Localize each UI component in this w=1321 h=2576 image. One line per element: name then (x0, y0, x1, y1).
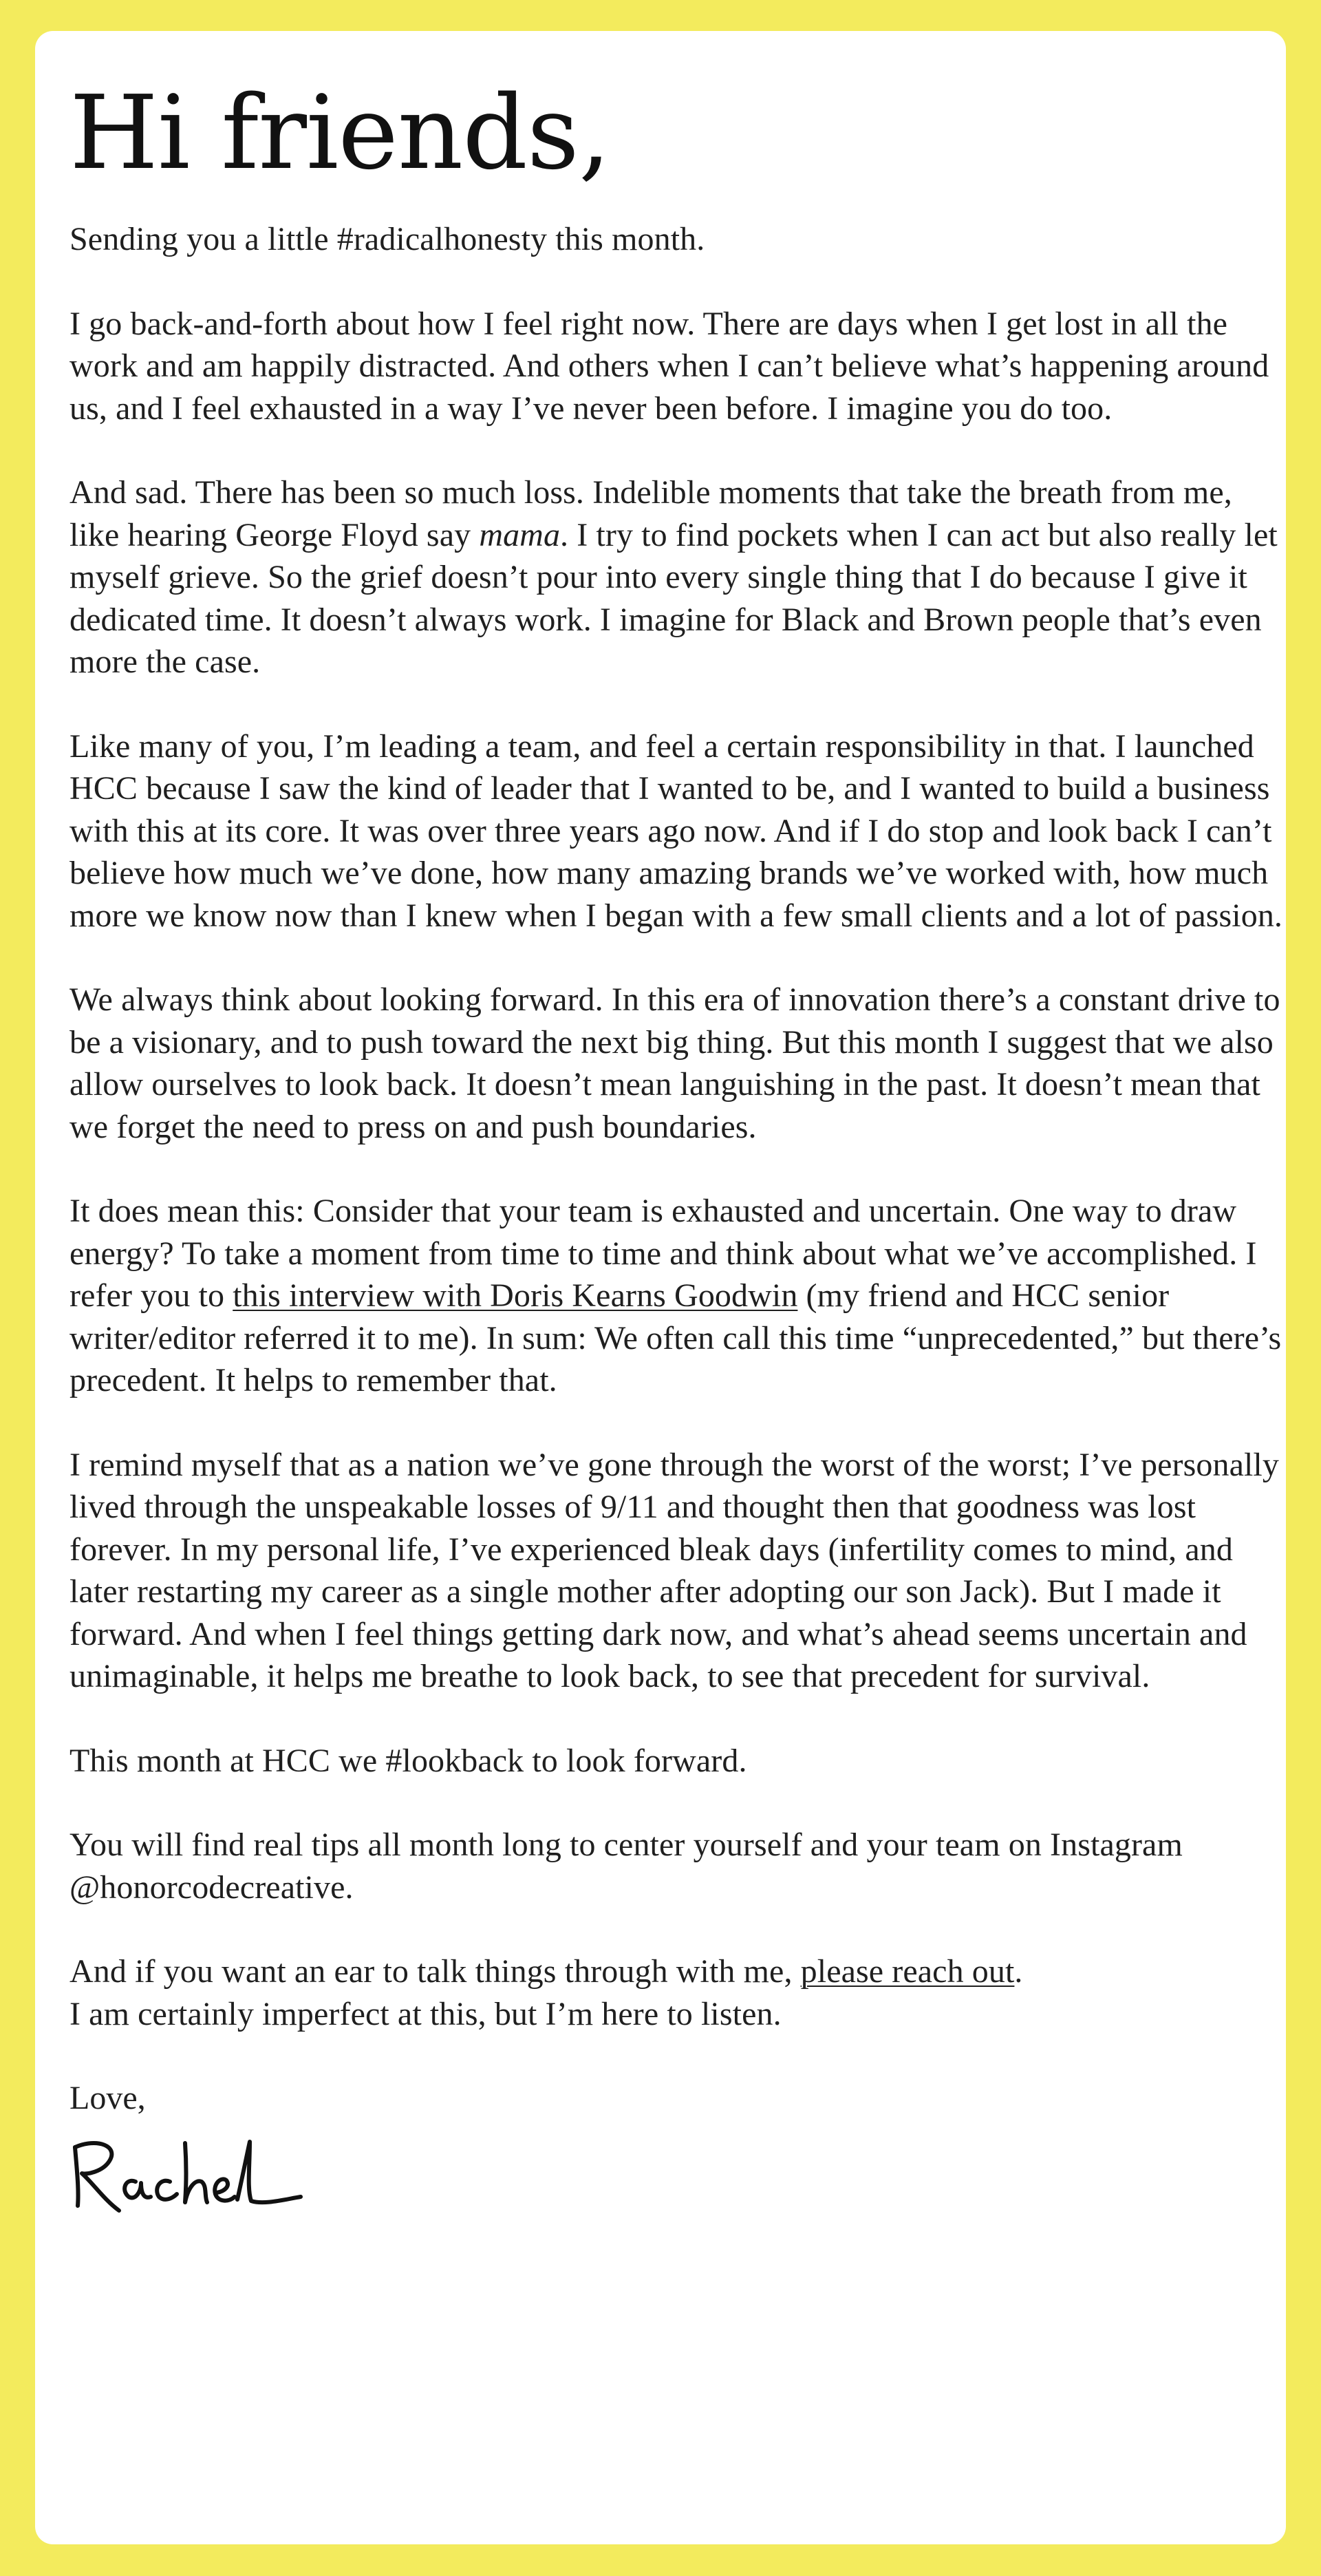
paragraph-precedent (69, 1190, 1287, 1402)
signature-rachel (69, 2133, 303, 2223)
paragraph-leadership: Like many of you, I’m leading a team, and feel a certain responsibility in that. I launched HCC because I saw the kind of leader that I wanted to be, and I wanted to build a business with this at its core. It was over three years ago now. And if I do stop and look back I can’t believe how much we’ve done, how many amazing brands we’ve worked with, how much more we know now than I knew when I began with a few small clients and a lot of passion. (69, 727, 1283, 934)
greeting-heading: Hi friends, (69, 74, 610, 192)
paragraph-feelings: I go back-and-forth about how I feel right now. There are days when I get lost in all the work and am happily distracted. And others when I can’t believe what’s happening around us, and I feel exhausted in a way I’ve never been before. I imagine you do too. (69, 305, 1269, 427)
mama-emphasis: mama (479, 516, 561, 553)
paragraph-lookback: This month at HCC we #lookback to look forward. (69, 1742, 747, 1779)
paragraph-loss (69, 471, 1287, 683)
paragraph-loss-text-start: And sad. There has been so much loss. Indelible moments that take the breath from me, like hearing George Floyd say (69, 474, 1232, 553)
paragraph-intro: Sending you a little #radicalhonesty this month. (69, 221, 705, 257)
letter-content (69, 71, 1287, 2223)
paragraph-precedent-text-start: It does mean this: Consider that your team is exhausted and uncertain. One way to draw energy? To take a moment from time to time and think about what we’ve accomplished. I refer you to (69, 1193, 1257, 1314)
paragraph-precedent-text-end: (my friend and HCC senior writer/editor referred it to me). In sum: We often call this time “unprecedented,” but there’s precedent. It helps to remember that. (69, 1277, 1282, 1398)
letter-body (69, 218, 1287, 2223)
paragraph-loss-text-end: . I try to find pockets when I can act but also really let myself grieve. So the grief doesn’t pour into every single thing that I do because I give it dedicated time. It doesn’t always work. I imagine for Black and Brown people that’s even more the case. (69, 516, 1278, 680)
paragraph-instagram: You will find real tips all month long to center yourself and your team on Instagram @honorcodecreative. (69, 1827, 1183, 1906)
paragraph-remind: I remind myself that as a nation we’ve gone through the worst of the worst; I’ve personally lived through the unspeakable losses of 9/11 and thought then that goodness was lost forever. In my personal life, I’ve experienced bleak days (infertility comes to mind, and later restarting my career as a single mother after adopting our son Jack). But I made it forward. And when I feel things getting dark now, and what’s ahead seems uncertain and unimaginable, it helps me breathe to look back, to see that precedent for survival. (69, 1446, 1279, 1694)
paragraph-reach-out-period: . (1014, 1953, 1023, 1990)
reach-out-link[interactable]: please reach out (800, 1953, 1015, 1990)
letter-card (35, 31, 1286, 2544)
paragraph-reach-out-line2: I am certainly imperfect at this, but I’m here to listen. (69, 1995, 782, 2032)
closing-love: Love, (69, 2080, 146, 2116)
doris-kearns-goodwin-interview-link[interactable]: this interview with Doris Kearns Goodwin (233, 1277, 798, 1314)
paragraph-reach-out (69, 1950, 1287, 2035)
paragraph-looking-forward: We always think about looking forward. In this era of innovation there’s a constant drive to be a visionary, and to push toward the next big thing. But this month I suggest that we also allow ourselves to look back. It doesn’t mean languishing in the past. It doesn’t mean that we forget the need to press on and push boundaries. (69, 981, 1280, 1145)
paragraph-reach-out-text-start: And if you want an ear to talk things through with me, (69, 1953, 801, 1990)
